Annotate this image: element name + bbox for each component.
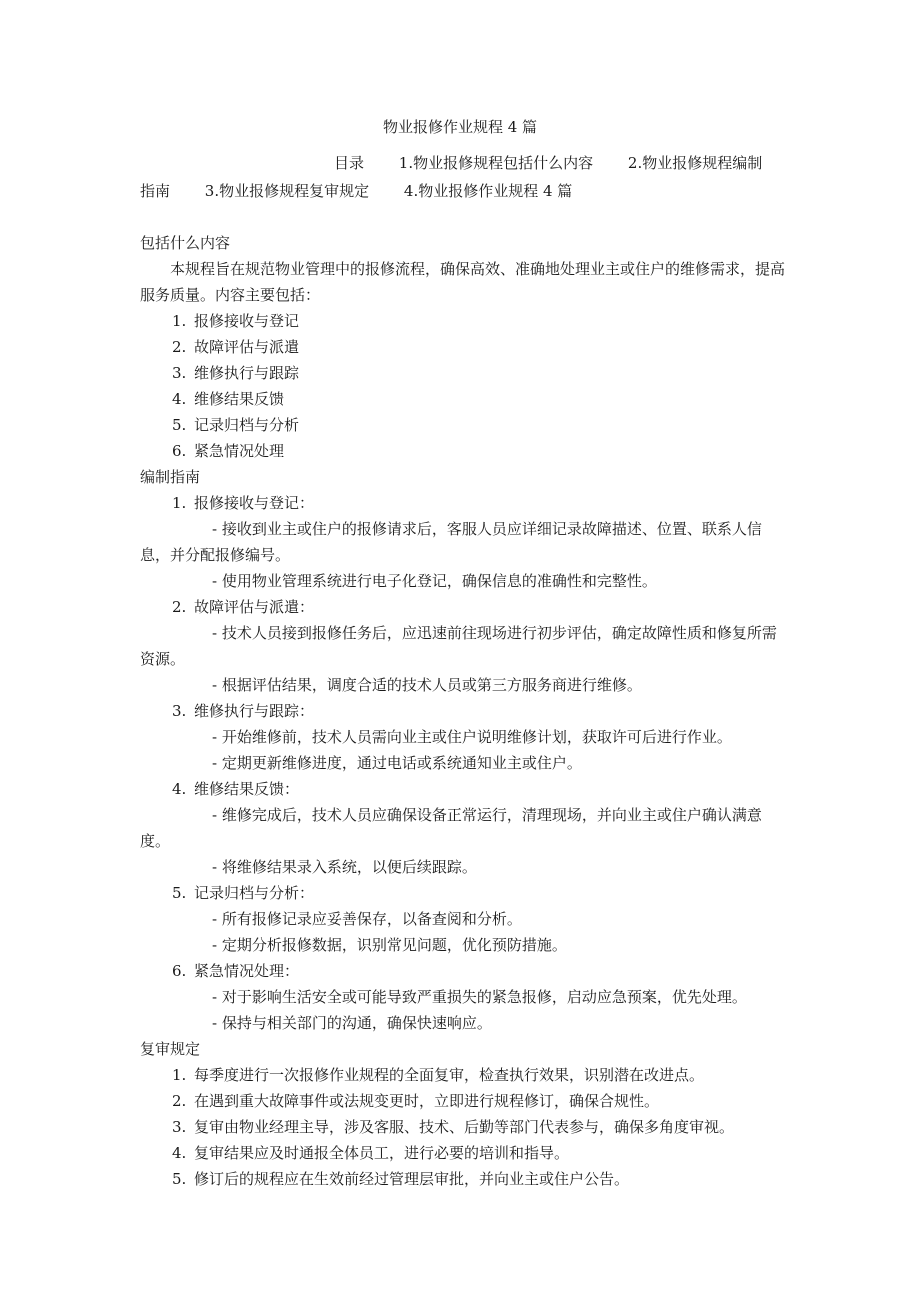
guide-group-title: 3. 维修执行与跟踪： [172,702,315,720]
list-item: 1. 报修接收与登记 [172,312,300,330]
contents-list [140,308,790,464]
toc-line-2 [140,180,572,201]
list-item: 1. 每季度进行一次报修作业规程的全面复审，检查执行效果，识别潜在改进点。 [172,1066,705,1084]
toc-item-3[interactable]: 3.物业报修规程复审规定 [204,182,370,200]
guide-list [140,490,790,1036]
guide-point: - 维修完成后，技术人员应确保设备正常运行，清理现场，并向业主或住户确认满意度。 [140,806,762,850]
list-item: 4. 复审结果应及时通报全体员工，进行必要的培训和指导。 [172,1144,570,1162]
toc-item-2-cont[interactable]: 指南 [140,182,171,200]
guide-point: - 技术人员接到报修任务后，应迅速前往现场进行初步评估，确定故障性质和修复所需资源。 [140,624,777,668]
list-item: 6. 紧急情况处理 [172,442,285,460]
section-heading-contents: 包括什么内容 [140,234,231,252]
guide-group-title: 2. 故障评估与派遣： [172,598,315,616]
toc-label: 目录 [334,154,365,172]
guide-group-title: 4. 维修结果反馈： [172,780,300,798]
guide-point: - 将维修结果录入系统，以便后续跟踪。 [212,858,477,876]
toc-item-4[interactable]: 4.物业报修作业规程 4 篇 [403,182,573,200]
section-heading-review: 复审规定 [140,1040,201,1058]
guide-point: - 使用物业管理系统进行电子化登记，确保信息的准确性和完整性。 [212,572,657,590]
guide-point: - 保持与相关部门的沟通，确保快速响应。 [212,1014,492,1032]
list-item: 3. 维修执行与跟踪 [172,364,300,382]
guide-point: - 接收到业主或住户的报修请求后，客服人员应详细记录故障描述、位置、联系人信息，并分配报修编号。 [140,520,762,564]
guide-point: - 定期分析报修数据，识别常见问题，优化预防措施。 [212,936,567,954]
toc-item-1[interactable]: 1.物业报修规程包括什么内容 [398,154,594,172]
guide-group-title: 5. 记录归档与分析： [172,884,315,902]
toc-line-1 [334,152,762,173]
document-title: 物业报修作业规程 4 篇 [382,118,538,136]
guide-point: - 所有报修记录应妥善保存，以备查阅和分析。 [212,910,522,928]
section-heading-guide: 编制指南 [140,468,201,486]
list-item: 3. 复审由物业经理主导，涉及客服、技术、后勤等部门代表参与，确保多角度审视。 [172,1118,735,1136]
guide-point: - 根据评估结果，调度合适的技术人员或第三方服务商进行维修。 [212,676,642,694]
list-item: 4. 维修结果反馈 [172,390,285,408]
guide-group-title: 1. 报修接收与登记： [172,494,315,512]
toc-item-2[interactable]: 2.物业报修规程编制 [627,154,763,172]
guide-point: - 定期更新维修进度，通过电话或系统通知业主或住户。 [212,754,582,772]
guide-point: - 开始维修前，技术人员需向业主或住户说明维修计划，获取许可后进行作业。 [212,728,732,746]
list-item: 5. 修订后的规程应在生效前经过管理层审批，并向业主或住户公告。 [172,1170,630,1188]
review-list [140,1062,790,1192]
guide-group-title: 6. 紧急情况处理： [172,962,300,980]
list-item: 2. 故障评估与派遣 [172,338,300,356]
section-intro: 本规程旨在规范物业管理中的报修流程，确保高效、准确地处理业主或住户的维修需求，提高服务质量。内容主要包括： [140,260,786,304]
list-item: 2. 在遇到重大故障事件或法规变更时，立即进行规程修订，确保合规性。 [172,1092,660,1110]
list-item: 5. 记录归档与分析 [172,416,300,434]
document-body [140,230,790,1192]
guide-point: - 对于影响生活安全或可能导致严重损失的紧急报修，启动应急预案，优先处理。 [212,988,747,1006]
